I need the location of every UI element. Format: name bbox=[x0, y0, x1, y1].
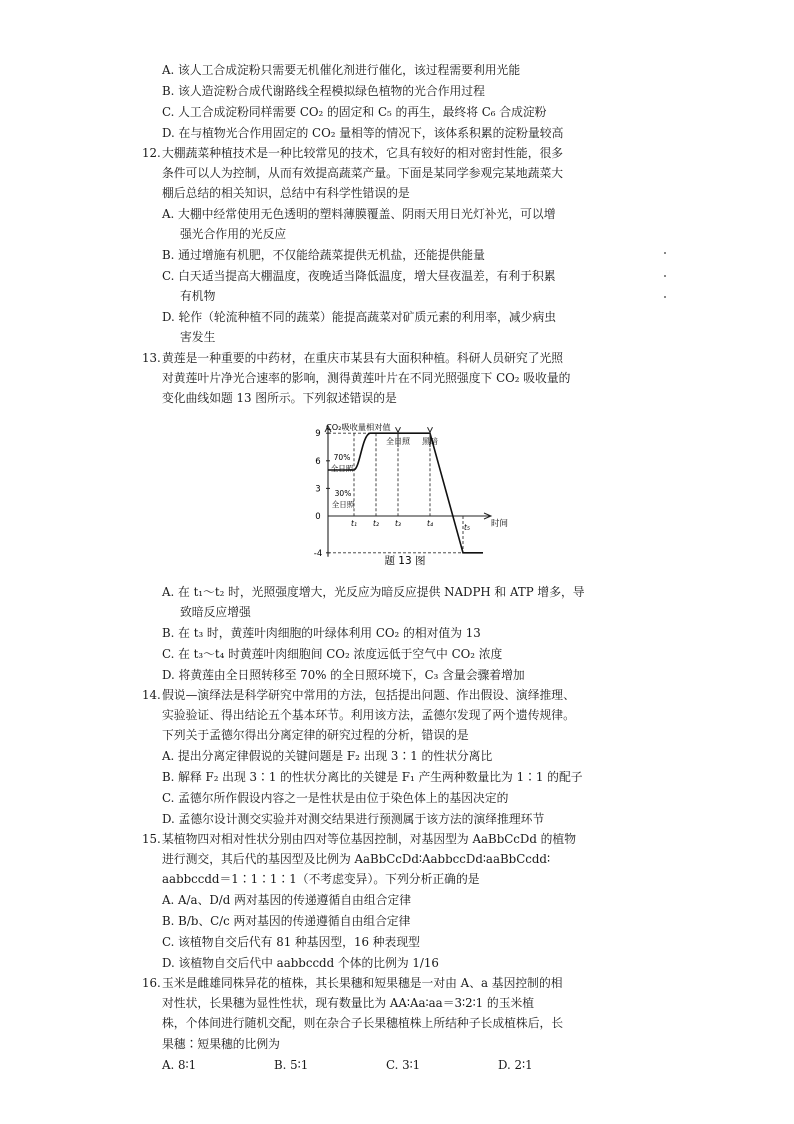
q12-option-c-line: C. 白天适当提高大棚温度，夜晚适当降低温度，增大昼夜温差，有利于积累 bbox=[162, 269, 556, 283]
x-tick-label: t₅ bbox=[464, 523, 470, 532]
q12-option-a-line: 强光合作用的光反应 bbox=[180, 227, 287, 242]
q12-stem-line: 棚后总结的相关知识，总结中有科学性错误的是 bbox=[162, 186, 410, 201]
y-tick-label: 0 bbox=[315, 512, 321, 522]
q12-option-d-line: D. 轮作（轮流种植不同的蔬菜）能提高蔬菜对矿质元素的利用率，减少病虫 bbox=[162, 310, 557, 324]
q14-stem bbox=[142, 685, 618, 746]
x-tick-label: t₃ bbox=[395, 519, 401, 528]
y-tick-label: 3 bbox=[315, 484, 321, 495]
q16-option-d: D. 2∶1 bbox=[498, 1058, 533, 1072]
q13-option-b: B. 在 t₃ 时，黄莲叶肉细胞的叶绿体利用 CO₂ 的相对值为 13 bbox=[162, 626, 481, 640]
q12-option-c bbox=[162, 266, 632, 306]
q11-option-a: A. 该人工合成淀粉只需要无机催化剂进行催化，该过程需要利用光能 bbox=[162, 63, 521, 77]
figure-13-chart bbox=[300, 418, 520, 578]
q16-stem-line: 株，个体间进行随机交配，则在杂合子长果穗植株上所结种子长成植株后，长 bbox=[162, 1016, 564, 1031]
scan-speck bbox=[664, 252, 666, 254]
annotation-70-percent: 全日照 bbox=[330, 464, 354, 473]
q15-option-a: A. A/a、D/d 两对基因的传递遵循自由组合定律 bbox=[162, 893, 412, 907]
q16-option-a: A. 8∶1 bbox=[162, 1058, 197, 1072]
q11-option-d: D. 在与植物光合作用固定的 CO₂ 量相等的情况下，该体系积累的淀粉量较高 bbox=[162, 126, 564, 140]
x-axis-label: 时间 bbox=[491, 519, 509, 529]
q13-option-c: C. 在 t₃～t₄ 时黄莲叶肉细胞间 CO₂ 浓度远低于空气中 CO₂ 浓度 bbox=[162, 647, 503, 661]
q12-option-b: B. 通过增施有机肥，不仅能给蔬菜提供无机盐，还能提供能量 bbox=[162, 248, 485, 262]
annotation-30-percent: 全日照 bbox=[331, 500, 355, 509]
q13-option-d: D. 将黄莲由全日照转移至 70% 的全日照环境下，C₃ 含量会骤着增加 bbox=[162, 668, 525, 682]
q15-stem-line: 某植物四对相对性状分别由四对等位基因控制，对基因型为 AaBbCcDd 的植物 bbox=[162, 832, 577, 846]
scan-speck bbox=[664, 275, 666, 277]
q14-stem-line: 下列关于孟德尔得出分离定律的研究过程的分析，错误的是 bbox=[162, 728, 469, 743]
x-tick-label: t₁ bbox=[351, 519, 357, 528]
q12-stem-line: 条件可以人为控制，从而有效提高蔬菜产量。下面是某同学参观完某地蔬菜大 bbox=[162, 166, 564, 181]
q12-stem-line: 大棚蔬菜种植技术是一种比较常见的技术，它具有较好的相对密封性能，很多 bbox=[162, 146, 564, 160]
q14-stem-line: 假说—演绎法是科学研究中常用的方法，包括提出问题、作出假设、演绎推理、 bbox=[162, 688, 575, 702]
q15-stem bbox=[142, 829, 618, 890]
q12-number: 12. bbox=[142, 146, 161, 160]
q13-option-a-line: A. 在 t₁～t₂ 时，光照强度增大，光反应为暗反应提供 NADPH 和 ATP 增多，导 bbox=[162, 585, 585, 599]
annotation-70-percent: 70% bbox=[333, 453, 351, 462]
q12-option-a bbox=[162, 204, 632, 244]
annotation-dark: 黑暗 bbox=[422, 437, 438, 446]
x-tick-label: t₄ bbox=[427, 519, 433, 528]
q14-stem-line: 实验验证、得出结论五个基本环节。利用该方法，孟德尔发现了两个遗传规律。 bbox=[162, 708, 575, 723]
annotation-30-percent: 30% bbox=[334, 489, 352, 498]
y-tick-label: 6 bbox=[315, 456, 321, 467]
q16-number: 16. bbox=[142, 976, 161, 990]
q13-stem-line: 黄莲是一种重要的中药材，在重庆市某县有大面积种植。科研人员研究了光照 bbox=[162, 351, 564, 365]
y-tick-label: -4 bbox=[313, 548, 323, 559]
y-tick-label: 9 bbox=[315, 429, 321, 440]
q14-option-d: D. 孟德尔设计测交实验并对测交结果进行预测属于该方法的演绎推理环节 bbox=[162, 812, 545, 826]
q15-option-c: C. 该植物自交后代有 81 种基因型，16 种表现型 bbox=[162, 935, 420, 949]
q16-option-b: B. 5∶1 bbox=[274, 1058, 309, 1072]
q16-option-c: C. 3∶1 bbox=[386, 1058, 421, 1072]
q14-number: 14. bbox=[142, 688, 161, 702]
q16-stem bbox=[142, 973, 618, 1054]
q13-option-a-line: 致暗反应增强 bbox=[180, 605, 251, 620]
figure-caption: 题 13 图 bbox=[384, 555, 426, 567]
q15-number: 15. bbox=[142, 832, 161, 846]
annotation-arrow-head bbox=[428, 427, 433, 432]
q13-number: 13. bbox=[142, 351, 161, 365]
annotation-arrow-head bbox=[396, 427, 401, 432]
x-tick-label: t₂ bbox=[373, 519, 379, 528]
q11-option-c: C. 人工合成淀粉同样需要 CO₂ 的固定和 C₅ 的再生，最终将 C₆ 合成淀粉 bbox=[162, 105, 547, 119]
q13-stem bbox=[142, 348, 618, 409]
q11-option-b: B. 该人造淀粉合成代谢路线全程模拟绿色植物的光合作用过程 bbox=[162, 84, 485, 98]
annotation-full-sun: 全日照 bbox=[386, 437, 410, 446]
q12-option-a-line: A. 大棚中经常使用无色透明的塑料薄膜覆盖、阴雨天用日光灯补光，可以增 bbox=[162, 207, 556, 221]
q15-stem-line: 进行测交，其后代的基因型及比例为 AaBbCcDd∶AabbccDd∶aaBbCcdd∶ bbox=[162, 852, 551, 867]
q13-option-a bbox=[162, 582, 632, 622]
q14-option-c: C. 孟德尔所作假设内容之一是性状是由位于染色体上的基因决定的 bbox=[162, 791, 509, 805]
y-axis-label: CO₂吸收量相对值 bbox=[326, 422, 391, 432]
q15-option-b: B. B/b、C/c 两对基因的传递遵循自由组合定律 bbox=[162, 914, 411, 928]
q16-stem-line: 果穗∶短果穗的比例为 bbox=[162, 1036, 280, 1051]
q12-stem bbox=[142, 143, 618, 204]
q16-stem-line: 对性状，长果穗为显性性状，现有数量比为 AA∶Aa∶aa＝3∶2∶1 的玉米植 bbox=[162, 996, 535, 1011]
q14-option-b: B. 解释 F₂ 出现 3∶1 的性状分离比的关键是 F₁ 产生两种数量比为 1∶1 的配子 bbox=[162, 770, 583, 784]
q13-stem-line: 对黄莲叶片净光合速率的影响，测得黄莲叶片在不同光照强度下 CO₂ 吸收量的 bbox=[162, 371, 571, 386]
q16-stem-line: 玉米是雌雄同株异花的植株，其长果穗和短果穗是一对由 A、a 基因控制的相 bbox=[162, 976, 563, 990]
q12-option-c-line: 有机物 bbox=[180, 289, 216, 304]
q12-option-d-line: 害发生 bbox=[180, 330, 216, 345]
q14-option-a: A. 提出分离定律假说的关键问题是 F₂ 出现 3∶1 的性状分离比 bbox=[162, 749, 493, 763]
scan-speck bbox=[664, 296, 666, 298]
q15-stem-line: aabbccdd＝1∶1∶1∶1（不考虑变异）。下列分析正确的是 bbox=[162, 872, 480, 887]
q15-option-d: D. 该植物自交后代中 aabbccdd 个体的比例为 1/16 bbox=[162, 956, 439, 970]
q12-option-d bbox=[162, 307, 632, 347]
q13-stem-line: 变化曲线如题 13 图所示。下列叙述错误的是 bbox=[162, 391, 397, 406]
